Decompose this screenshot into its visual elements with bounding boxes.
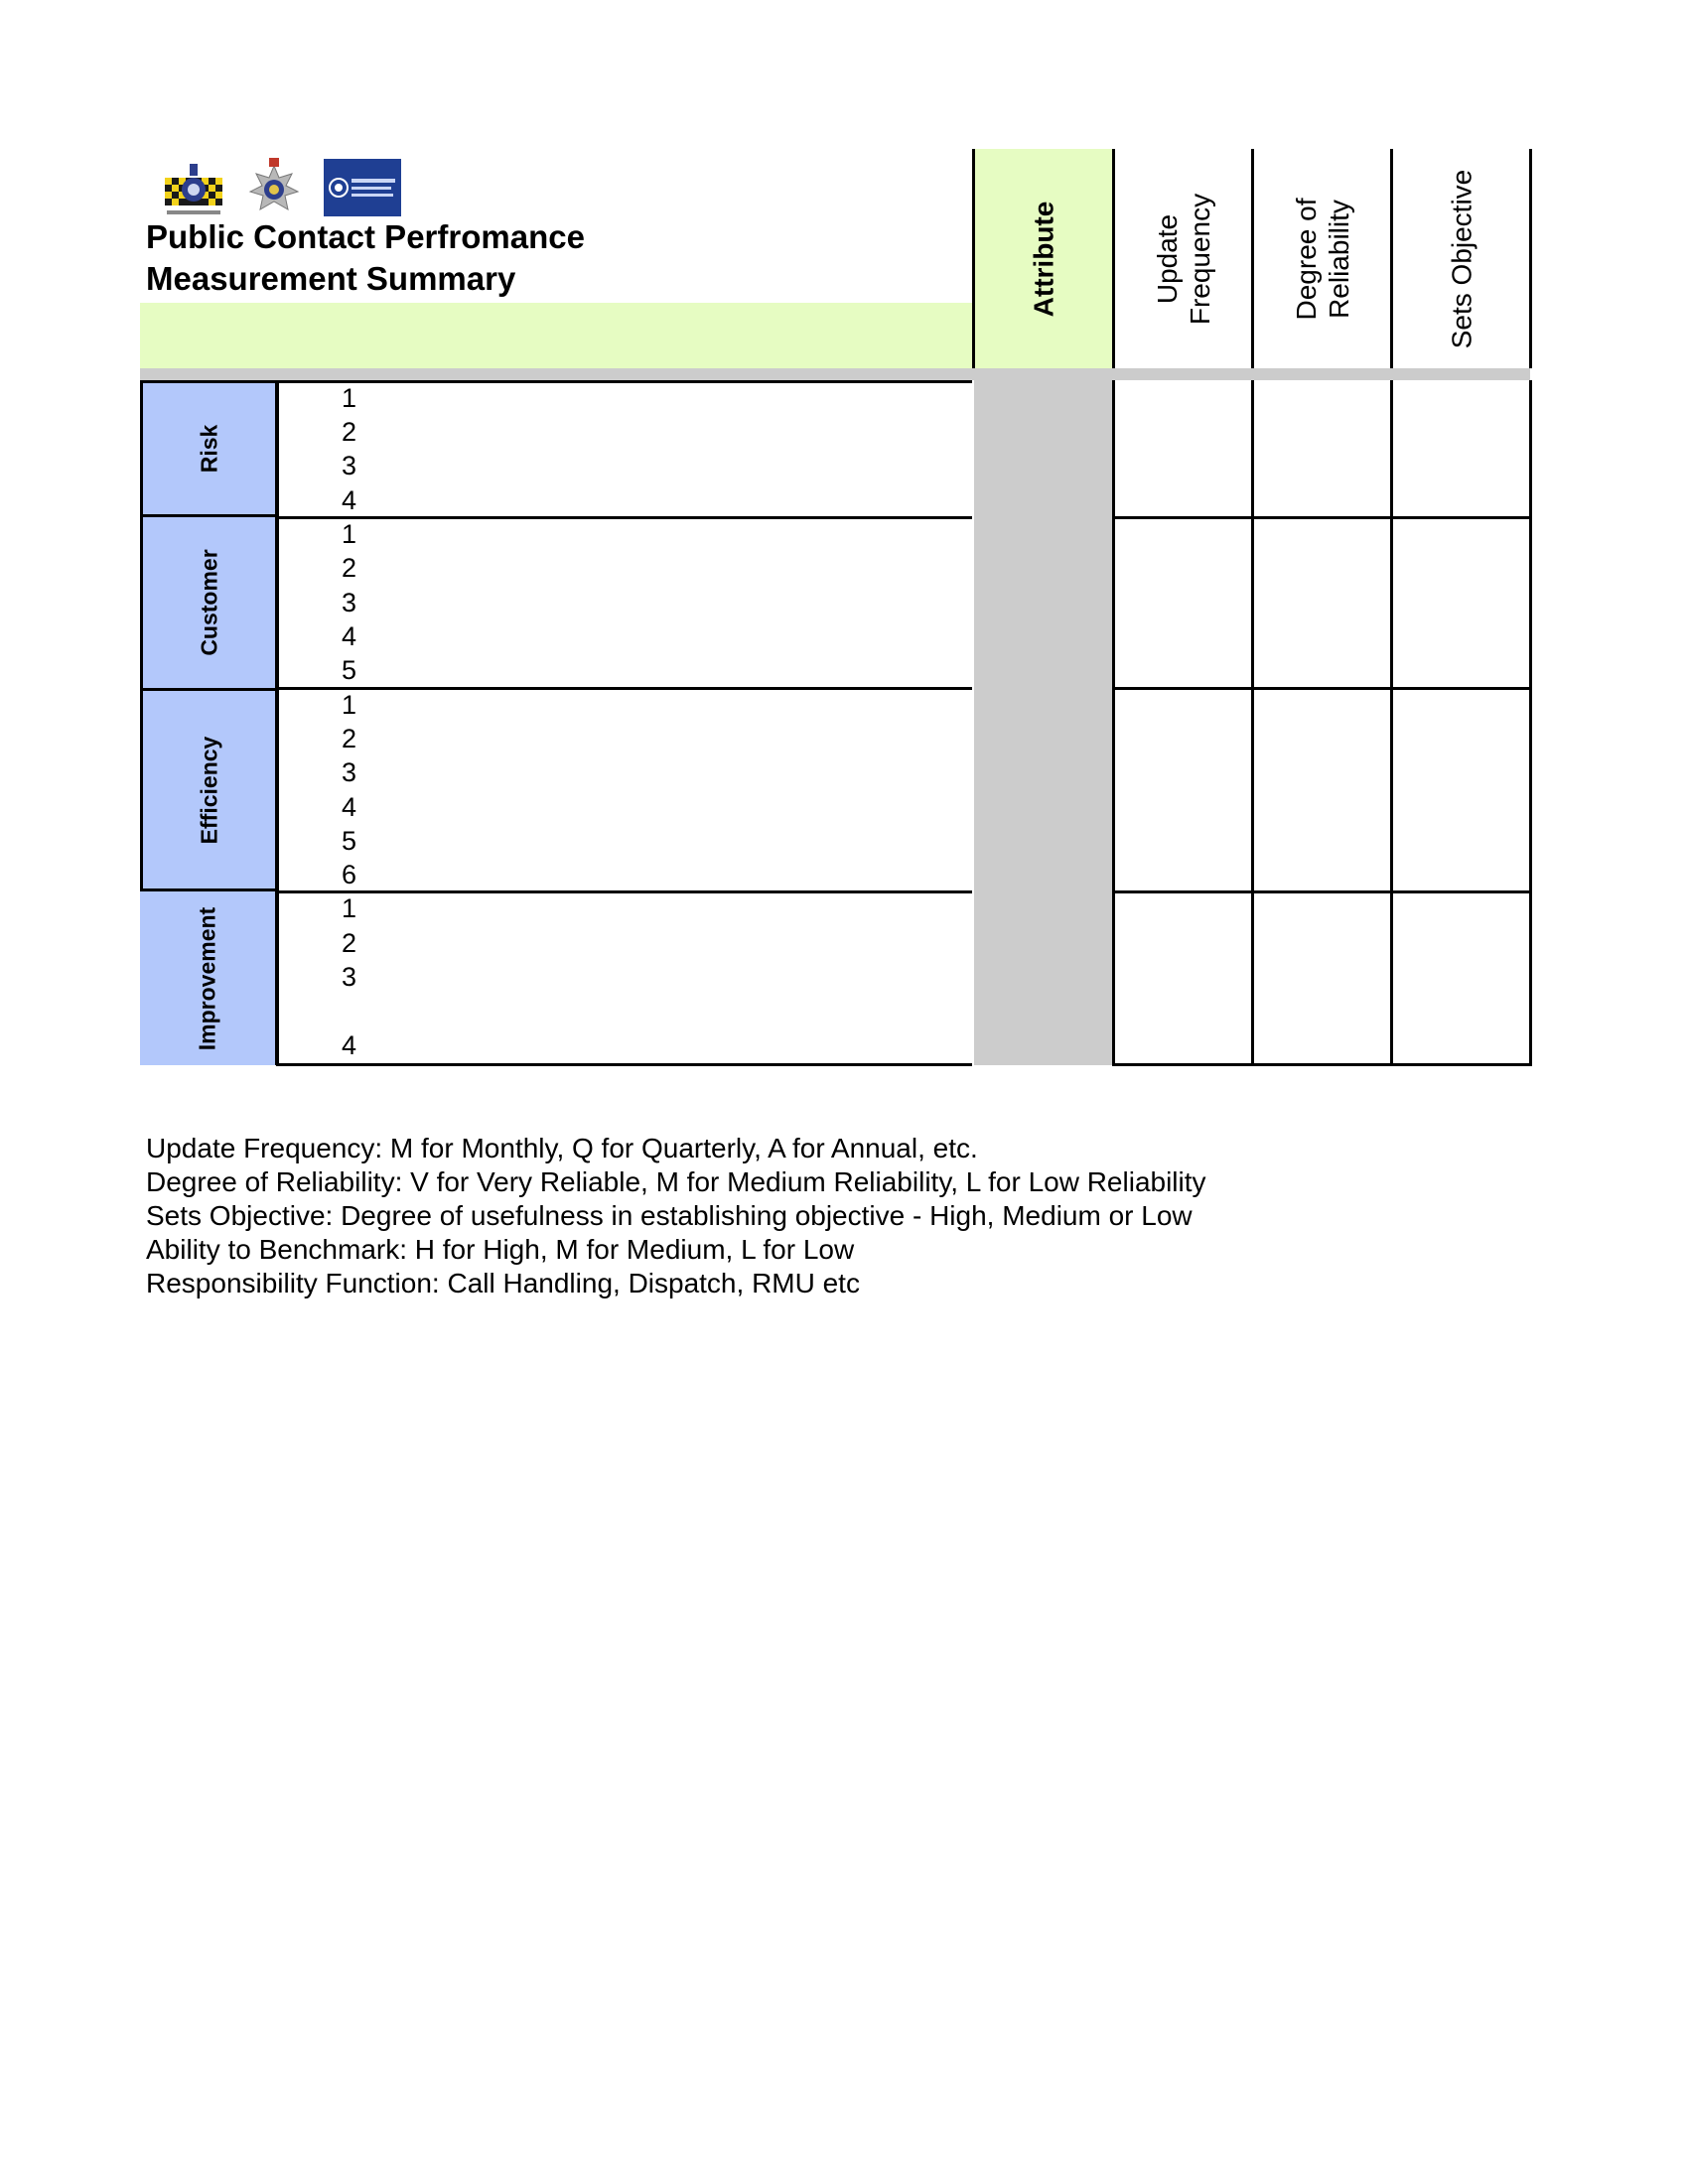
column-header-update-frequency <box>1115 149 1251 368</box>
header-divider <box>1251 149 1254 368</box>
customer-item-2: 2 <box>342 553 357 583</box>
customer-item-3: 3 <box>342 588 357 617</box>
customer-item-5: 5 <box>342 655 357 685</box>
efficiency-item-2: 2 <box>342 724 357 753</box>
risk-item-2: 2 <box>342 417 357 447</box>
grid-line <box>1390 380 1393 1066</box>
efficiency-item-6: 6 <box>342 860 357 889</box>
page-title-line-2: Measurement Summary <box>146 260 516 297</box>
efficiency-item-1: 1 <box>342 690 357 720</box>
risk-item-4: 4 <box>342 485 357 515</box>
legend <box>146 1132 1206 1300</box>
risk-item-1: 1 <box>342 383 357 413</box>
header-divider <box>1112 149 1115 368</box>
police-star-crest-icon <box>244 156 304 217</box>
column-header-sets-objective <box>1393 149 1529 368</box>
category-label-customer: Customer <box>196 549 221 656</box>
column-header-attribute-label: Attribute <box>1028 201 1058 317</box>
grid-line <box>276 380 279 1066</box>
legend-degree-of-reliability: Degree of Reliability: V for Very Reliable, M for Medium Reliability, L for Low Reliability <box>146 1166 1206 1197</box>
improvement-item-4: 4 <box>342 1030 357 1060</box>
grid-line <box>278 380 972 383</box>
risk-item-3: 3 <box>342 451 357 480</box>
grid-line <box>1251 380 1254 1066</box>
column-header-sets-objective-label: Sets Objective <box>1446 169 1477 348</box>
grid-line <box>278 516 972 519</box>
legend-sets-objective: Sets Objective: Degree of usefulness in establishing objective - High, Medium or Low <box>146 1200 1193 1231</box>
column-header-degree-of-reliability <box>1254 149 1390 368</box>
grid-line <box>1112 380 1115 1066</box>
grid-line <box>278 1063 972 1066</box>
header-divider <box>972 149 975 368</box>
legend-responsibility-function: Responsibility Function: Call Handling, Dispatch, RMU etc <box>146 1268 860 1298</box>
grid-line <box>278 687 972 690</box>
column-header-attribute <box>974 149 1112 368</box>
legend-update-frequency: Update Frequency: M for Monthly, Q for Quarterly, A for Annual, etc. <box>146 1133 978 1163</box>
column-header-degree-of-reliability-label: Degree of Reliability <box>1290 198 1354 320</box>
header-divider <box>1529 149 1532 368</box>
improvement-item-3: 3 <box>342 962 357 992</box>
police-crest-checkered-icon <box>161 156 226 221</box>
page-title-line-1: Public Contact Perfromance <box>146 218 585 255</box>
customer-item-4: 4 <box>342 621 357 651</box>
efficiency-item-3: 3 <box>342 757 357 787</box>
improvement-item-2: 2 <box>342 928 357 958</box>
efficiency-item-4: 4 <box>342 792 357 822</box>
category-label-risk: Risk <box>196 424 221 474</box>
attribute-column <box>974 380 1112 1065</box>
grid-line <box>278 890 972 893</box>
category-label-improvement: Improvement <box>194 906 220 1050</box>
column-header-update-frequency-label: Update Frequency <box>1151 193 1215 325</box>
category-efficiency <box>140 688 278 891</box>
efficiency-item-5: 5 <box>342 826 357 856</box>
category-label-efficiency: Efficiency <box>196 736 221 844</box>
legend-ability-to-benchmark: Ability to Benchmark: H for High, M for Medium, L for Low <box>146 1234 855 1265</box>
category-customer <box>140 517 278 688</box>
customer-item-1: 1 <box>342 519 357 549</box>
improvement-item-1: 1 <box>342 893 357 923</box>
header-separator-bar <box>140 368 1530 380</box>
header-divider <box>1390 149 1393 368</box>
grid-line <box>1529 380 1532 1066</box>
category-improvement <box>140 891 278 1065</box>
header-green-band <box>140 303 972 368</box>
police-blue-badge-icon <box>324 159 401 216</box>
grid-line <box>1112 890 1532 893</box>
grid-line <box>1112 1063 1532 1066</box>
grid-line <box>1112 516 1532 519</box>
grid-line <box>1112 687 1532 690</box>
category-risk <box>140 380 278 517</box>
